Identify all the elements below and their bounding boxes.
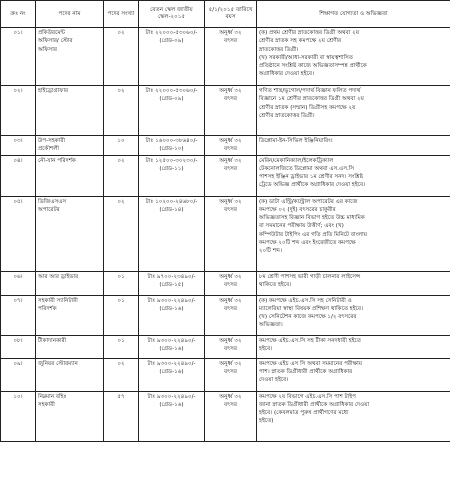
age-cell-line: অনুর্ধ্ব ৩২ [219, 297, 242, 304]
serial-cell: ০৪। [1, 155, 36, 196]
qualification-cell [257, 136, 450, 156]
qualification-cell [257, 196, 450, 271]
age-cell [205, 28, 257, 86]
post-name-cell-line: পরিদর্শক [38, 305, 57, 312]
post-name-cell-line: জুনিয়র স্টোরম্যান [38, 360, 78, 367]
post-count-cell: ০১ [104, 295, 139, 335]
qualification-cell-line: প্রতিষ্ঠানে সংশ্লিষ্ট কাজে অভিজ্ঞতাসম্পন্ন প্রার্থীকে [259, 63, 367, 70]
qualification-cell [257, 391, 450, 441]
qualification-cell-line: কমপক্ষে এইচ এস সি অথবা সমমানের পরীক্ষায় [259, 360, 363, 367]
serial-cell: ০১। [1, 28, 36, 86]
table-row [1, 155, 450, 196]
pay-scale-cell-line: (গ্রেড-০৯) [159, 38, 184, 45]
age-cell-line: অনুর্ধ্ব ৩২ [219, 360, 242, 367]
qualification-cell-line: শ্রেণীর স্নাতক (সম্মান) ডিগ্রীসহ কমপক্ষে ২য় [259, 104, 356, 111]
pay-scale-cell-line: (গ্রেড-১১) [159, 165, 184, 172]
pay-scale-cell-line: (গ্রেড-০৯) [159, 96, 184, 103]
qualification-cell-line: ৮ম শ্রেণী পাশসহ ভারী গাড়ী চালনার লাইসেন্স [259, 273, 361, 280]
pay-scale-cell-line: টাঃ ১২৫০০-৩০২৩০/- [145, 157, 198, 164]
table-row [1, 295, 450, 335]
qualification-cell-line: থাকিতে হইবে। [259, 281, 292, 288]
post-name-cell-line: টীকাদানকারী [38, 337, 67, 344]
qualification-cell-line: (ক) প্রথম শ্রেণীর স্নাতকোত্তর ডিগ্রী অথবা ২য় [259, 30, 360, 36]
qualification-cell-line: পাশসহ ইঞ্জিন ড্রাইভার ১ম শ্রেণীর সনদ। সংশ্লিষ্ট [259, 174, 363, 181]
header-post-name: পদের নাম [36, 1, 104, 28]
pay-scale-cell-line: (গ্রেড-১৪) [159, 206, 184, 213]
post-name-cell [36, 86, 104, 136]
post-count-cell: ০২ [104, 155, 139, 196]
pay-scale-cell [139, 136, 205, 156]
age-cell [205, 295, 257, 335]
age-cell-line: অনুর্ধ্ব ৩২ [219, 138, 242, 144]
qualification-cell-line: টেকনোলজিতে ডিপ্লোমা অথবা এস.এস.সি [259, 165, 355, 172]
post-name-cell [36, 358, 104, 391]
age-cell [205, 335, 257, 358]
qualification-cell-line: ডিপ্লোমা-ইন-সিভিল ইঞ্জিনিয়ারিং। [259, 138, 333, 144]
post-name-cell-line: প্রকৌশলী [38, 146, 60, 153]
pay-scale-cell [139, 271, 205, 295]
post-name-cell-line: নিম্নমান বহিঃ [38, 393, 67, 400]
pay-scale-cell-line: টাঃ ৯৩০০-২২৪৯০/- [147, 297, 196, 304]
table-row [1, 271, 450, 295]
qualification-cell-line: জানা স্নাতক ডিগ্রীধারী প্রার্থীকে অগ্রাধিকার দেওয়া [259, 401, 370, 408]
serial-cell: ০৯। [1, 358, 36, 391]
qualification-cell [257, 86, 450, 136]
post-name-cell [36, 391, 104, 441]
post-name-cell [36, 155, 104, 196]
qualification-cell-line: হইবে। [259, 345, 273, 352]
serial-cell: ১০। [1, 391, 36, 441]
age-cell-line: বৎসর [224, 96, 237, 103]
age-cell-line: অনুর্ধ্ব ৩২ [219, 30, 242, 36]
table-row [1, 136, 450, 156]
post-name-cell [36, 335, 104, 358]
age-cell-line: অনুর্ধ্ব ৩২ [219, 198, 242, 205]
pay-scale-cell-line: টাঃ ১৬০০০-৩৮৬৪০/- [145, 138, 198, 144]
qualification-cell-line: হইতে) [259, 418, 274, 425]
age-cell-line: অনুর্ধ্ব ৩২ [219, 273, 242, 280]
qualification-cell [257, 271, 450, 295]
age-cell [205, 358, 257, 391]
serial-cell: ০২। [1, 86, 36, 136]
post-count-cell: ৫৭ [104, 391, 139, 441]
qualification-cell-line: শ্রেণীর স্নাতকোত্তর ডিগ্রী। [259, 112, 315, 119]
qualification-cell [257, 28, 450, 86]
age-cell-line: অনুর্ধ্ব ৩২ [219, 337, 242, 344]
post-name-cell-line: প্রকিউরমেন্ট [38, 30, 65, 36]
qualification-cell-line: ২০টি শব্দ। [259, 248, 282, 255]
serial-cell: ০৮। [1, 335, 36, 358]
serial-cell: ০৫। [1, 196, 36, 271]
post-count-cell: ০২ [104, 86, 139, 136]
post-name-cell-line: হাইড্রোগ্রাফার [38, 88, 69, 94]
header-pay-scale: বেতন স্কেল জাতীয় স্কেল-২০১৫ [139, 1, 205, 28]
post-name-cell-line: ডিজিএসএস [38, 198, 67, 205]
post-name-cell [36, 28, 104, 86]
age-cell [205, 271, 257, 295]
pay-scale-cell-line: (গ্রেড-১০) [159, 146, 184, 153]
qualification-cell-line: পাশ। স্নাতক ডিগ্রীধারী প্রার্থীকে অগ্রাধিকার [259, 368, 353, 375]
post-name-cell [36, 295, 104, 335]
pay-scale-cell-line: (গ্রেড-১৬) [159, 305, 184, 312]
pay-scale-cell-line: টাঃ ৯৩০০-২২৪৯০/- [147, 337, 196, 344]
table-row [1, 28, 450, 86]
qualification-cell-line: (ক) কমপক্ষে এইচ.এস.সি সহ সেনিটারী ও [259, 297, 352, 304]
post-name-cell-line: অফিসার/ স্টোর [38, 38, 73, 45]
post-name-cell-line: অফিসার [38, 46, 57, 53]
qualification-cell-line: কমপক্ষে এইচ.এস.সি সহ টীকা সনদধারী হইতে [259, 337, 361, 344]
pay-scale-cell-line: টাঃ ১০২০০-২৪৬৮০/- [145, 198, 198, 205]
age-cell-line: বৎসর [224, 146, 237, 153]
age-cell-line: অনুর্ধ্ব ৩২ [219, 393, 242, 400]
qualification-cell-line: কমপক্ষে ০২ (দুই) বৎসরের চাকুরীর [259, 206, 336, 213]
age-cell-line: বৎসর [224, 38, 237, 45]
serial-cell: ০৬। [1, 271, 36, 295]
qualification-cell-line: (খ) সরকারী/আধা-সরকারী বা স্বায়ত্বশাসিত [259, 54, 353, 61]
post-name-cell-line: সহকারী স্যানিটারী [38, 297, 78, 304]
pay-scale-cell-line: টাঃ ৯৭০০-২৩৪৯০/- [147, 273, 196, 280]
pay-scale-cell-line: টাঃ ৯৩০০-২২৪৯০/- [147, 393, 196, 400]
serial-cell: ০৭। [1, 295, 36, 335]
age-cell [205, 86, 257, 136]
qualification-cell-line: ট্রেডে অভিজ্ঞ প্রার্থীকে অগ্রাধিকার দেওয়া হইবে। [259, 182, 366, 189]
qualification-cell-line: হইবে। (কেবলমাত্র পুরুষ প্রার্থীগণের মধ্যে [259, 410, 349, 417]
qualification-cell-line: কমপক্ষে ২০টি শব্দ এবং ইংরেজীতে কমপক্ষে [259, 240, 356, 247]
table-row [1, 358, 450, 391]
qualification-cell [257, 155, 450, 196]
age-cell-line: বৎসর [224, 165, 237, 172]
post-name-cell-line: নৌ-যান পরিদর্শক [38, 157, 76, 164]
qualification-cell-line: (খ) সেনিটেশন কাজে কমপক্ষে ১/২ বৎসরের [259, 314, 357, 321]
qualification-cell-line: বা সমমানের পরীক্ষায় উত্তীর্ণ; এবং (খ) [259, 223, 344, 230]
qualification-cell-line: অগ্রাধিকার দেওয়া হইবে। [259, 71, 315, 78]
pay-scale-cell [139, 391, 205, 441]
pay-scale-cell [139, 28, 205, 86]
pay-scale-cell [139, 196, 205, 271]
qualification-cell-line: শ্রেণীর স্নাতক সহ কমপক্ষে ২য় শ্রেণীর [259, 38, 342, 45]
post-name-cell [36, 136, 104, 156]
age-cell-line: বৎসর [224, 401, 237, 408]
age-cell-line: বৎসর [224, 305, 237, 312]
qualification-cell-line: দেওয়া হইবে। [259, 377, 289, 384]
qualification-cell [257, 335, 450, 358]
qualification-cell-line: অভিজ্ঞতা। [259, 322, 283, 329]
qualification-cell [257, 358, 450, 391]
post-name-cell [36, 196, 104, 271]
header-serial: ক্রঃ নং [1, 1, 36, 28]
post-count-cell: ০২ [104, 196, 139, 271]
age-cell [205, 136, 257, 156]
header-age: ৫/১/২০১৫ তারিখে বয়স [205, 1, 257, 28]
qualification-cell [257, 295, 450, 335]
qualification-cell-line: কমপক্ষে ২য় বিভাগে এইচ.এস.সি পাশ টাইপ [259, 393, 356, 400]
post-count-cell: ০১ [104, 335, 139, 358]
post-name-cell [36, 271, 104, 295]
table-row [1, 196, 450, 271]
pay-scale-cell-line: টাঃ ২২০০০-৫৩০৬০/- [145, 30, 198, 36]
qualification-cell-line: মেরিন/মেকানিক্যাল/ইলেকট্রিক্যাল [259, 157, 334, 164]
age-cell-line: বৎসর [224, 281, 237, 288]
pay-scale-cell [139, 295, 205, 335]
serial-cell: ০৩। [1, 136, 36, 156]
pay-scale-cell-line: (গ্রেড-১৬) [159, 368, 184, 375]
post-count-cell: ০২ [104, 358, 139, 391]
table-row [1, 335, 450, 358]
post-name-cell-line: সহকারী [38, 401, 55, 408]
qualification-cell-line: বিজ্ঞানে ১ম শ্রেণীর স্নাতকোত্তর ডিগ্রী অথবা ২য় [259, 96, 364, 103]
table-row [1, 391, 450, 441]
age-cell-line: অনুর্ধ্ব ৩২ [219, 88, 242, 94]
header-post-count: পদের সংখ্যা [104, 1, 139, 28]
qualification-cell-line: কম্পিউটার টাইপিং এর গতি প্রতি মিনিটে বাংলায় [259, 231, 368, 238]
pay-scale-cell-line: (গ্রেড-১৬) [159, 345, 184, 352]
age-cell [205, 155, 257, 196]
qualification-cell-line: (ক) ডাটা এন্ট্রি/কন্ট্রোল অপারেটর এর কাজে [259, 198, 358, 205]
qualification-cell-line: অভিজ্ঞতাসহ বিজ্ঞান বিভাগ হইতে উচ্চ মাধ্যমিক [259, 215, 365, 222]
pay-scale-cell [139, 155, 205, 196]
header-row [1, 1, 450, 28]
post-count-cell: ০১ [104, 271, 139, 295]
age-cell-line: বৎসর [224, 206, 237, 213]
pay-scale-cell [139, 335, 205, 358]
pay-scale-cell-line: (গ্রেড-১৬) [159, 401, 184, 408]
post-count-cell: ০২ [104, 28, 139, 86]
age-cell-line: বৎসর [224, 368, 237, 375]
pay-scale-cell-line: (গ্রেড-১৫) [159, 281, 184, 288]
header-qualification: শিক্ষাগত যোগ্যতা ও অভিজ্ঞতা [257, 1, 450, 28]
age-cell-line: বৎসর [224, 345, 237, 352]
pay-scale-cell-line: টাঃ ৯৩০০-২২৪৯০/- [147, 360, 196, 367]
table-row [1, 86, 450, 136]
post-name-cell-line: আর আর ড্রাইভার [38, 273, 79, 280]
age-cell-line: অনুর্ধ্ব ৩২ [219, 157, 242, 164]
pay-scale-cell-line: টাঃ ২২০০০-৫৩০৬০/- [145, 88, 198, 94]
post-name-cell-line: অপারেটর [38, 206, 60, 213]
qualification-cell-line: স্নাতকোত্তর ডিগ্রী। [259, 46, 299, 53]
post-count-cell: ১০ [104, 136, 139, 156]
qualification-cell-line: গণিত শাস্ত্র/ভূগোল/পদার্থ বিজ্ঞান ফলিত পদার্থ [259, 88, 361, 94]
pay-scale-cell [139, 358, 205, 391]
age-cell [205, 391, 257, 441]
qualification-cell-line: ম্যালেরিয়া স্বাস্থ্য বিষয়ক প্রশিক্ষণ থাকিতে হইবে। [259, 305, 364, 312]
pay-scale-cell [139, 86, 205, 136]
age-cell [205, 196, 257, 271]
post-name-cell-line: উপ-সহকারী [38, 138, 66, 144]
